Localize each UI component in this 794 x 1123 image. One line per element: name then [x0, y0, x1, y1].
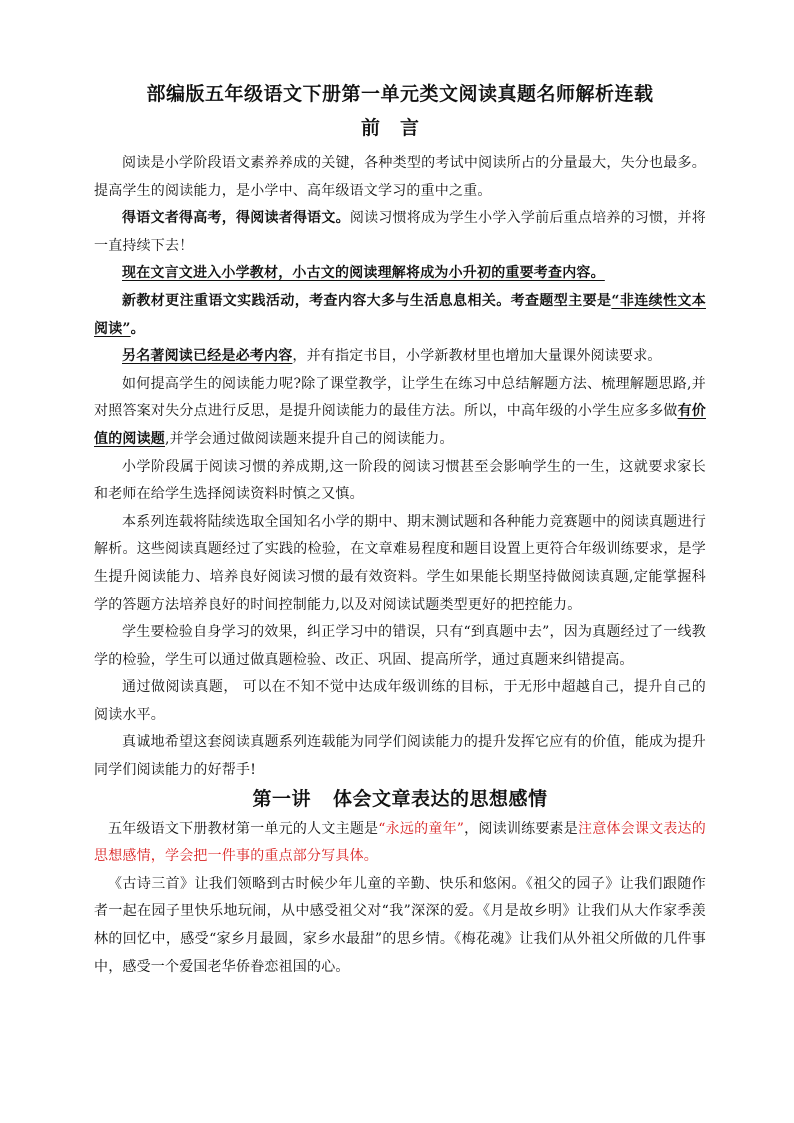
red-highlight: “永远的童年” [378, 820, 465, 837]
lecture-paragraph-1: 五年级语文下册教材第一单元的人文主题是“永远的童年”，阅读训练要素是注意体会课文表达的思想感情，学会把一件事的重点部分写具体。 [94, 820, 706, 865]
paragraph-8: 本系列连载将陆续选取全国知名小学的期中、期末测试题和各种能力竞赛题中的阅读真题进行解析。这些阅读真题经过了实践的检验，在文章难易程度和题目设置上更符合年级训练要求，是学生提升阅读能力、培养良好阅读习惯的最有效资料。学生如果能长期坚持做阅读真题,定能掌握科学的答题方法培养良好的时间控制能力,以及对阅读试题类型更好的把控能力。 [94, 513, 706, 613]
underlined-bold-phrase: 有价值的阅读题 [94, 403, 706, 447]
underlined-term: “非连续性文本阅读” [94, 292, 706, 337]
bold-phrase: 得语文者得高考，得阅读者得语文。 [122, 210, 350, 227]
paragraph-10: 通过做阅读真题， 可以在不知不觉中达成年级训练的目标，于无形中超越自己，提升自己的阅读水平。 [94, 679, 706, 723]
paragraph-2: 得语文者得高考，得阅读者得语文。阅读习惯将成为学生小学入学前后重点培养的习惯，并将一直持续下去！ [94, 210, 706, 254]
lecture-heading [94, 785, 706, 813]
red-highlight: 注意体会课文表达的思想感情，学会把一件事的重点部分写具体。 [94, 820, 706, 865]
document-title: 部编版五年级语文下册第一单元类文阅读真题名师解析连载 [146, 83, 654, 105]
paragraph-11: 真诚地希望这套阅读真题系列连载能为同学们阅读能力的提升发挥它应有的价值，能成为提升同学们阅读能力的好帮手! [94, 734, 706, 779]
lecture-name: 体会文章表达的思想感情 [333, 787, 548, 810]
paragraph-1: 阅读是小学阶段语文素养养成的关键，各种类型的考试中阅读所占的分量最大，失分也最多。提高学生的阅读能力，是小学中、高年级语文学习的重中之重。 [94, 155, 706, 199]
preface-heading: 前言 [360, 117, 439, 139]
paragraph-7: 小学阶段属于阅读习惯的养成期,这一阶段的阅读习惯甚至会影响学生的一生，这就要求家长和老师在给学生选择阅读资料时慎之又慎。 [94, 458, 706, 503]
paragraph-3 [94, 260, 706, 288]
lecture-number: 第一讲 [252, 787, 311, 810]
paragraph-5: 另名著阅读已经是必考内容，并有指定书目，小学新教材里也增加大量课外阅读要求。 [122, 348, 662, 365]
underlined-bold-sentence: 现在文言文进入小学教材，小古文的阅读理解将成为小升初的重要考查内容。 [122, 265, 605, 282]
paragraph-9: 学生要检验自身学习的效果，纠正学习中的错误，只有“到真题中去”，因为真题经过了一线教学的检验，学生可以通过做真题检验、改正、巩固、提高所学，通过真题来纠错提高。 [94, 624, 706, 668]
underlined-bold-phrase: 另名著阅读已经是必考内容 [122, 348, 293, 365]
document-page [94, 80, 706, 981]
paragraph-4: 新教材更注重语文实践活动，考查内容大多与生活息息相关。考查题型主要是“非连续性文本阅读”。 [94, 292, 706, 337]
lecture-paragraph-2: 《古诗三首》让我们领略到古时候少年儿童的辛勤、快乐和悠闲。《祖父的园子》让我们跟随作者一起在园子里快乐地玩闹，从中感受祖父对“我”深深的爱。《月是故乡明》让我们从大作家季羡林的回忆中，感受“家乡月最圆，家乡水最甜”的思乡情。《梅花魂》让我们从外祖父所做的几件事中，感受一个爱国老华侨眷恋祖国的心。 [94, 875, 706, 975]
paragraph-6: 如何提高学生的阅读能力呢?除了课堂教学，让学生在练习中总结解题方法、梳理解题思路,并对照答案对失分点进行反思，是提升阅读能力的最佳方法。所以，中高年级的小学生应多多做有价值的阅读题,并学会通过做阅读题来提升自己的阅读能力。 [94, 375, 706, 447]
